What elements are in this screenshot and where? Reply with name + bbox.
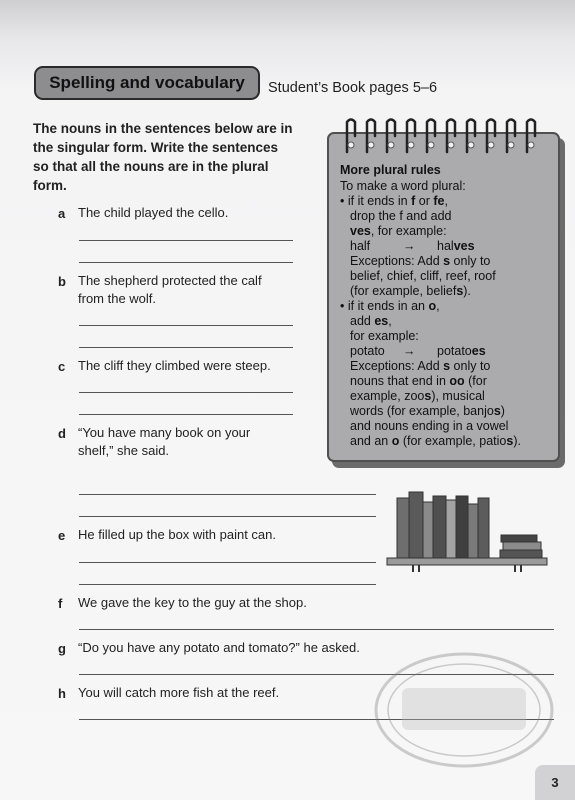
rule-2-exception-3: example, zoos), musical xyxy=(350,389,485,403)
rule-2-exception-2: nouns that end in oo (for xyxy=(350,374,487,388)
question-letter-h: h xyxy=(58,686,66,701)
answer-line[interactable] xyxy=(79,516,376,517)
question-letter-e: e xyxy=(58,528,66,543)
arrow-icon: → xyxy=(403,239,416,253)
rule-2-line-1: • if it ends in an o, xyxy=(340,299,440,313)
rule-2-exception-4: words (for example, banjos) xyxy=(350,404,505,418)
question-text-e: He filled up the box with paint can. xyxy=(78,527,277,542)
rule-1-exception-3: (for example, beliefs). xyxy=(350,284,471,298)
spiral-binding-icon xyxy=(327,114,560,154)
question-letter-b: b xyxy=(58,274,66,289)
answer-line[interactable] xyxy=(79,584,376,585)
rule-2-example-plural: potatoes xyxy=(437,344,486,358)
rules-intro: To make a word plural: xyxy=(340,179,466,193)
question-letter-a: a xyxy=(58,206,66,221)
question-text-g: “Do you have any potato and tomato?” he asked. xyxy=(78,640,360,655)
answer-line[interactable] xyxy=(79,629,554,630)
question-letter-d: d xyxy=(58,426,66,441)
rule-1-line-1: • if it ends in f or fe, xyxy=(340,194,448,208)
rule-2-exception-5: and nouns ending in a vowel xyxy=(350,419,509,433)
answer-line[interactable] xyxy=(79,414,293,415)
question-letter-f: f xyxy=(58,596,63,611)
answer-line[interactable] xyxy=(79,494,376,495)
instructions: The nouns in the sentences below are in the singular form. Write the sentences so that all the nouns are in the plural form. xyxy=(33,121,293,193)
answer-line[interactable] xyxy=(79,325,293,326)
rule-2-line-2: add es, xyxy=(350,314,392,328)
answer-line[interactable] xyxy=(79,392,293,393)
answer-line[interactable] xyxy=(79,240,293,241)
question-letter-g: g xyxy=(58,641,66,656)
pages-reference: Student’s Book pages 5–6 xyxy=(268,80,438,96)
question-text-b-line2: from the wolf. xyxy=(78,291,157,306)
rule-2-exception-6: and an o (for example, patios). xyxy=(350,434,521,448)
section-title: Spelling and vocabulary xyxy=(49,73,245,92)
rules-title: More plural rules xyxy=(340,163,441,177)
question-text-a: The child played the cello. xyxy=(78,205,229,220)
rule-1-line-2: drop the f and add xyxy=(350,209,452,223)
question-letter-c: c xyxy=(58,359,66,374)
page-number: 3 xyxy=(535,765,575,800)
rule-1-example-plural: halves xyxy=(437,239,475,253)
question-text-c: The cliff they climbed were steep. xyxy=(78,358,271,373)
answer-line[interactable] xyxy=(79,347,293,348)
rule-1-example-singular: half xyxy=(350,239,371,253)
arrow-icon: → xyxy=(403,344,416,358)
rule-1-exception-2: belief, chief, cliff, reef, roof xyxy=(350,269,496,283)
question-text-h: You will catch more fish at the reef. xyxy=(78,685,280,700)
question-text-b-line1: The shepherd protected the calf xyxy=(78,273,262,288)
rule-2-line-3: for example: xyxy=(350,329,419,343)
bookshelf-illustration-icon xyxy=(383,478,553,573)
rule-2-exception-1: Exceptions: Add s only to xyxy=(350,359,491,373)
answer-line[interactable] xyxy=(79,562,376,563)
rule-1-exception-1: Exceptions: Add s only to xyxy=(350,254,491,268)
question-text-f: We gave the key to the guy at the shop. xyxy=(78,595,307,610)
question-text-d-line1: “You have many book on your xyxy=(78,425,251,440)
rule-2-example-singular: potato xyxy=(350,344,385,358)
answer-line[interactable] xyxy=(79,262,293,263)
section-heading xyxy=(34,66,260,100)
rule-1-line-3: ves, for example: xyxy=(350,224,447,238)
question-text-d-line2: shelf,” she said. xyxy=(78,443,170,458)
watermark-seal-icon xyxy=(372,650,557,770)
